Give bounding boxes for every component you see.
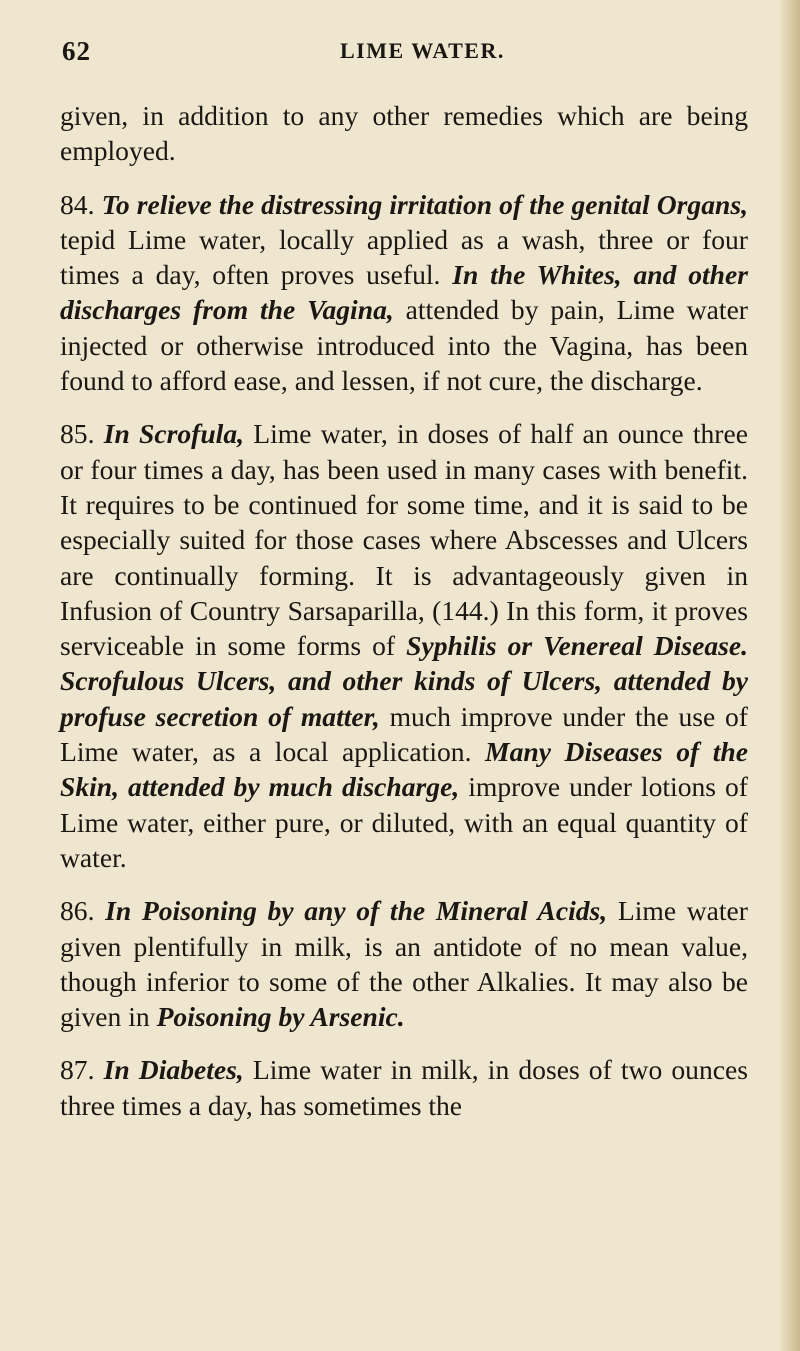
paragraph-text: given, in addition to any other remedies which are being employed. [60,100,748,167]
running-title: LIME WATER. [340,38,505,63]
running-head [62,36,742,76]
italic-heading: In Diabetes, [103,1054,244,1086]
page-number: 62 [62,36,91,66]
italic-heading: In Poisoning by any of the Mineral Acids, [105,895,608,927]
paragraph-text: Lime water given plentifully in milk, is an antidote of no mean value, though inferior to some of the other Alkalies. It may also be given in [60,895,748,1033]
italic-heading: Many Diseases of the Skin, attended by much discharge, [60,736,749,803]
paragraph-number: 87. [60,1054,95,1086]
space [95,189,102,220]
italic-heading: In Scrofula, [103,418,245,450]
paragraph-number: 86. [60,895,95,927]
space [95,895,106,926]
paragraph-86 [60,893,748,1034]
paragraph-number: 84. [60,188,95,220]
italic-heading: In the Whites, and other discharges from the Vagina, [60,259,748,326]
italic-heading: Poisoning by Arsenic. [156,1001,405,1033]
page-edge-shadow [778,0,800,1351]
paragraph-text: attended by pain, Lime water injected or otherwise introduced into the Vagina, has been found to afford ease, and lessen, if not cure, the discharge. [60,294,748,397]
paragraph-85 [60,416,748,875]
space [95,418,104,449]
paragraph-84 [60,187,748,399]
paragraph-number: 85. [60,418,95,450]
space [95,1054,104,1085]
body-text [60,98,748,1141]
paragraph-text: Lime water, in doses of half an ounce three or four times a day, has been used in many cases with benefit. It requires to be continued for some time, and it is said to be especially suited for those cases where Abscesses and Ulcers are continually forming. It is advantageously given in Infusion of Country Sarsaparilla, (144.) In this form, it proves serviceable in some forms of [60,418,748,662]
italic-heading: To relieve the distressing irritation of the genital Organs, [101,188,748,220]
paragraph-text: improve under lotions of Lime water, either pure, or diluted, with an equal quantity of water. [60,771,748,873]
paragraph-continuation [60,98,748,169]
paragraph-text: much improve under the use of Lime water, as a local application. [60,700,748,768]
italic-heading: Syphilis or Venereal Disease. Scrofulous Ulcers, and other kinds of Ulcers, attended by profuse secretion of matter, [60,630,749,732]
paragraph-87 [60,1052,748,1123]
paragraph-text: tepid Lime water, locally applied as a wash, three or four times a day, often proves useful. [60,223,748,291]
paragraph-text: Lime water in milk, in doses of two ounces three times a day, has sometimes the [60,1054,748,1121]
